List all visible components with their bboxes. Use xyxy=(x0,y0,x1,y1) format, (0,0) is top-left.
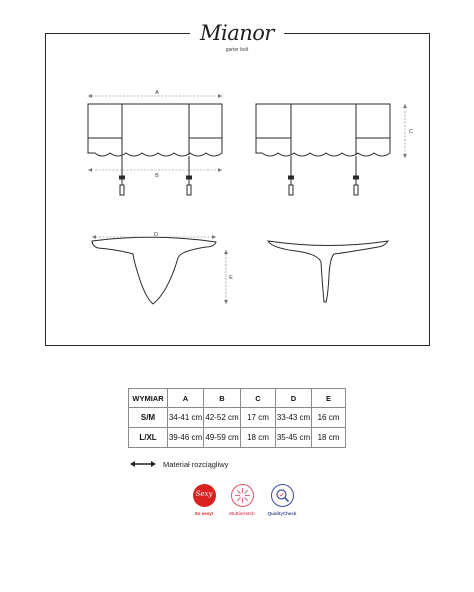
badge-label: Multistretch xyxy=(229,511,255,516)
header-cell: C xyxy=(241,389,276,408)
badge-multistretch xyxy=(222,484,262,516)
value-cell: 18 cm xyxy=(312,428,346,448)
header-cell: A xyxy=(168,389,204,408)
value-cell: 42-52 cm xyxy=(204,408,241,428)
header-cell: D xyxy=(276,389,312,408)
stretch-legend-label: Materiał rozciągliwy xyxy=(163,459,229,469)
stretch-burst-icon xyxy=(231,484,254,507)
garter-belt-back xyxy=(256,104,390,195)
thong-front xyxy=(92,237,216,304)
badge-so-sexy xyxy=(184,484,224,516)
value-cell: 39-46 cm xyxy=(168,428,204,448)
brand-logo: Mianor xyxy=(200,21,274,45)
badge-quality-check xyxy=(262,484,302,516)
badge-label: So sexy! xyxy=(194,511,214,516)
dim-label-d: D xyxy=(154,232,158,238)
table-row xyxy=(129,408,346,428)
value-cell: 16 cm xyxy=(312,408,346,428)
dim-label-a: A xyxy=(155,90,159,96)
value-cell: 18 cm xyxy=(241,428,276,448)
table-row xyxy=(129,428,346,448)
sexy-icon-text: Sexy xyxy=(195,490,213,498)
double-arrow-icon xyxy=(130,460,156,468)
product-name: garter belt xyxy=(225,47,249,53)
badge-label: QualityCheck xyxy=(267,511,297,516)
header-cell: WYMIAR xyxy=(129,389,168,408)
garter-belt-front xyxy=(88,104,222,195)
sexy-icon xyxy=(193,484,216,507)
table-header-row xyxy=(129,389,346,408)
size-table xyxy=(128,388,346,448)
value-cell: 49-59 cm xyxy=(204,428,241,448)
thong-back xyxy=(268,241,388,302)
header-cell: B xyxy=(204,389,241,408)
stretch-legend xyxy=(130,458,228,470)
value-cell: 17 cm xyxy=(241,408,276,428)
dim-label-c: C xyxy=(409,129,413,135)
value-cell: 33-43 cm xyxy=(276,408,312,428)
size-cell: L/XL xyxy=(129,428,168,448)
magnifier-icon xyxy=(271,484,294,507)
value-cell: 35-45 cm xyxy=(276,428,312,448)
value-cell: 34-41 cm xyxy=(168,408,204,428)
dim-label-e: E xyxy=(229,275,233,281)
header-cell: E xyxy=(312,389,346,408)
dim-label-b: B xyxy=(155,173,159,179)
size-cell: S/M xyxy=(129,408,168,428)
